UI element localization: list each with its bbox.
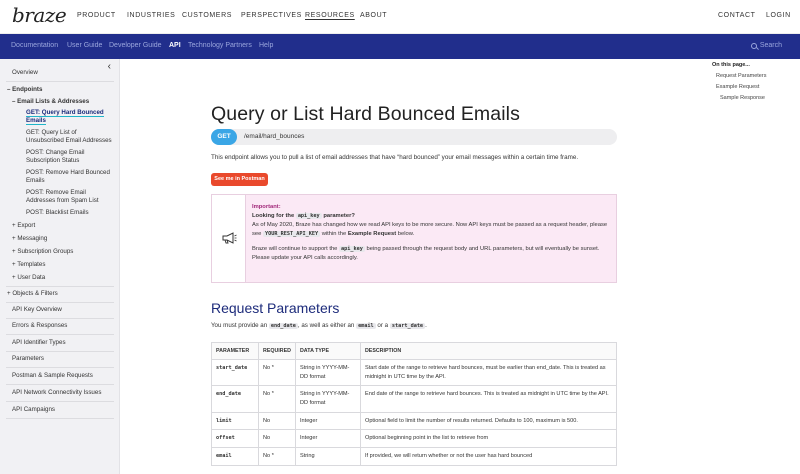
col-description: DESCRIPTION: [360, 343, 616, 360]
sidebar-item-query-hard-bounced[interactable]: [0, 109, 112, 125]
subnav-api[interactable]: API: [169, 42, 181, 49]
subnav-technology-partners[interactable]: Technology Partners: [188, 42, 252, 49]
sidebar-item-email-lists[interactable]: – Email Lists & Addresses: [12, 98, 90, 105]
table-row: [212, 412, 617, 430]
sidebar-divider: [6, 302, 114, 303]
sidebar-item-overview[interactable]: Overview: [12, 69, 38, 76]
table-header-row: [212, 343, 617, 360]
page-title: Query or List Hard Bounced Emails: [211, 103, 520, 125]
param-name: limit: [212, 412, 259, 430]
subnav-user-guide[interactable]: User Guide: [67, 42, 103, 49]
param-required: No: [259, 430, 296, 448]
table-row: [212, 386, 617, 412]
param-name: offset: [212, 430, 259, 448]
param-description: Optional field to limit the number of results returned. Defaults to 100, maximum is 500.: [360, 412, 616, 430]
search-label: Search: [759, 42, 782, 49]
param-type: Integer: [295, 430, 360, 448]
sidebar-item-remove-hard-bounced[interactable]: POST: Remove Hard Bounced Emails: [26, 169, 110, 184]
nav-customers[interactable]: CUSTOMERS: [182, 12, 232, 19]
sidebar-item-blacklist[interactable]: POST: Blacklist Emails: [26, 209, 89, 216]
param-description: Start date of the range to retrieve hard bounces, must be earlier than end_date. This is treated as midnight in UTC time by the API.: [360, 360, 616, 386]
table-row: [212, 430, 617, 448]
toc-request-parameters[interactable]: Request Parameters: [716, 73, 767, 79]
sidebar-item-api-campaigns[interactable]: API Campaigns: [12, 406, 55, 413]
nav-product[interactable]: PRODUCT: [77, 12, 116, 19]
docs-subnav: [0, 34, 800, 59]
sidebar-item-parameters[interactable]: Parameters: [12, 355, 44, 362]
callout-paragraph-1: As of May 2020, Braze has changed how we read API keys to be more secure. Now API keys must be passed as a request header, please see YOUR_REST_API_KEY within the Example Request below.: [252, 221, 608, 237]
param-name: email: [212, 447, 259, 465]
param-required: No *: [259, 386, 296, 412]
table-row: [212, 447, 617, 465]
param-description: If provided, we will return whether or not the user has hard bounced: [360, 447, 616, 465]
param-type: String in YYYY-MM-DD format: [295, 360, 360, 386]
method-badge: GET: [211, 129, 237, 145]
toc-sample-response[interactable]: Sample Response: [720, 95, 765, 101]
request-parameters-heading: Request Parameters: [211, 300, 340, 316]
callout-text: [252, 203, 610, 263]
param-description: End date of the range to retrieve hard bounces. This is treated as midnight in UTC time by the API.: [360, 386, 616, 412]
example-request-link[interactable]: Example Request: [347, 230, 397, 237]
col-required: REQUIRED: [259, 343, 296, 360]
param-required: No *: [259, 447, 296, 465]
sidebar-divider: [6, 418, 114, 419]
sidebar-divider: [6, 81, 114, 82]
endpoint-path: /email/hard_bounces: [244, 133, 305, 140]
nav-industries[interactable]: INDUSTRIES: [127, 12, 176, 19]
table-row: [212, 360, 617, 386]
sidebar: [0, 59, 120, 474]
toc-title: On this page...: [712, 62, 750, 68]
nav-contact[interactable]: CONTACT: [718, 12, 756, 19]
param-required: No: [259, 412, 296, 430]
sidebar-item-identifier-types[interactable]: API Identifier Types: [12, 339, 66, 346]
sidebar-item-objects-filters[interactable]: + Objects & Filters: [7, 290, 58, 297]
sidebar-item-errors[interactable]: Errors & Responses: [12, 322, 68, 329]
sidebar-divider: [6, 318, 114, 319]
chevron-left-icon[interactable]: ‹: [107, 61, 111, 72]
search-icon: [751, 43, 757, 49]
toc-example-request[interactable]: Example Request: [716, 84, 760, 90]
intro-text: This endpoint allows you to pull a list of email addresses that have “hard bounced” your email messages within a certain time frame.: [211, 154, 579, 161]
sidebar-divider: [6, 334, 114, 335]
postman-button[interactable]: See me in Postman: [211, 173, 268, 186]
col-data-type: DATA TYPE: [295, 343, 360, 360]
sidebar-item-network-issues[interactable]: API Network Connectivity Issues: [12, 389, 102, 396]
sidebar-item-subscription-groups[interactable]: + Subscription Groups: [12, 248, 74, 255]
nav-login[interactable]: LOGIN: [766, 12, 791, 19]
callout-question: Looking for the api_key parameter?: [252, 212, 355, 219]
callout-important-label: Important:: [252, 204, 281, 210]
sidebar-item-postman[interactable]: Postman & Sample Requests: [12, 372, 93, 379]
nav-resources[interactable]: RESOURCES: [305, 12, 355, 19]
top-navigation: [0, 0, 800, 34]
param-type: String: [295, 447, 360, 465]
parameters-table: [211, 342, 617, 466]
nav-about[interactable]: ABOUT: [360, 12, 388, 19]
sidebar-item-remove-spam[interactable]: POST: Remove Email Addresses from Spam List: [26, 189, 99, 204]
sidebar-item-label: GET: Query Hard Bounced Emails: [26, 109, 104, 124]
subnav-documentation[interactable]: Documentation: [11, 42, 59, 49]
col-parameter: PARAMETER: [212, 343, 259, 360]
sidebar-divider: [6, 286, 114, 287]
nav-perspectives[interactable]: PERSPECTIVES: [241, 12, 302, 19]
sidebar-item-export[interactable]: + Export: [12, 222, 36, 229]
callout-paragraph-2: Braze will continue to support the api_key being passed through the request body and URL parameters, but will eventually be sunset. Please update your API calls accordingly.: [252, 245, 600, 261]
sidebar-item-user-data[interactable]: + User Data: [12, 274, 46, 281]
request-note: You must provide an end_date , as well as either an email or a start_date .: [211, 322, 427, 329]
sidebar-item-query-unsubscribed[interactable]: GET: Query List of Unsubscribed Email Addresses: [26, 129, 112, 144]
param-type: Integer: [295, 412, 360, 430]
sidebar-divider: [6, 401, 114, 402]
param-name: start_date: [212, 360, 259, 386]
on-this-page: [712, 62, 766, 106]
braze-logo[interactable]: braze: [12, 3, 67, 27]
important-callout: [211, 194, 617, 283]
megaphone-icon: [221, 232, 237, 244]
search-button[interactable]: [751, 42, 782, 49]
param-required: No *: [259, 360, 296, 386]
subnav-help[interactable]: Help: [259, 42, 274, 49]
sidebar-item-api-key-overview[interactable]: API Key Overview: [12, 306, 62, 313]
sidebar-item-endpoints[interactable]: – Endpoints: [7, 86, 43, 93]
param-description: Optional beginning point in the list to retrieve from: [360, 430, 616, 448]
sidebar-item-templates[interactable]: + Templates: [12, 261, 46, 268]
sidebar-divider: [6, 351, 114, 352]
callout-icon-panel: [212, 195, 246, 282]
sidebar-divider: [6, 367, 114, 368]
param-type: String in YYYY-MM-DD format: [295, 386, 360, 412]
sidebar-item-messaging[interactable]: + Messaging: [12, 235, 48, 242]
sidebar-item-change-subscription[interactable]: POST: Change Email Subscription Status: [26, 149, 85, 164]
param-name: end_date: [212, 386, 259, 412]
subnav-developer-guide[interactable]: Developer Guide: [109, 42, 162, 49]
sidebar-divider: [6, 384, 114, 385]
